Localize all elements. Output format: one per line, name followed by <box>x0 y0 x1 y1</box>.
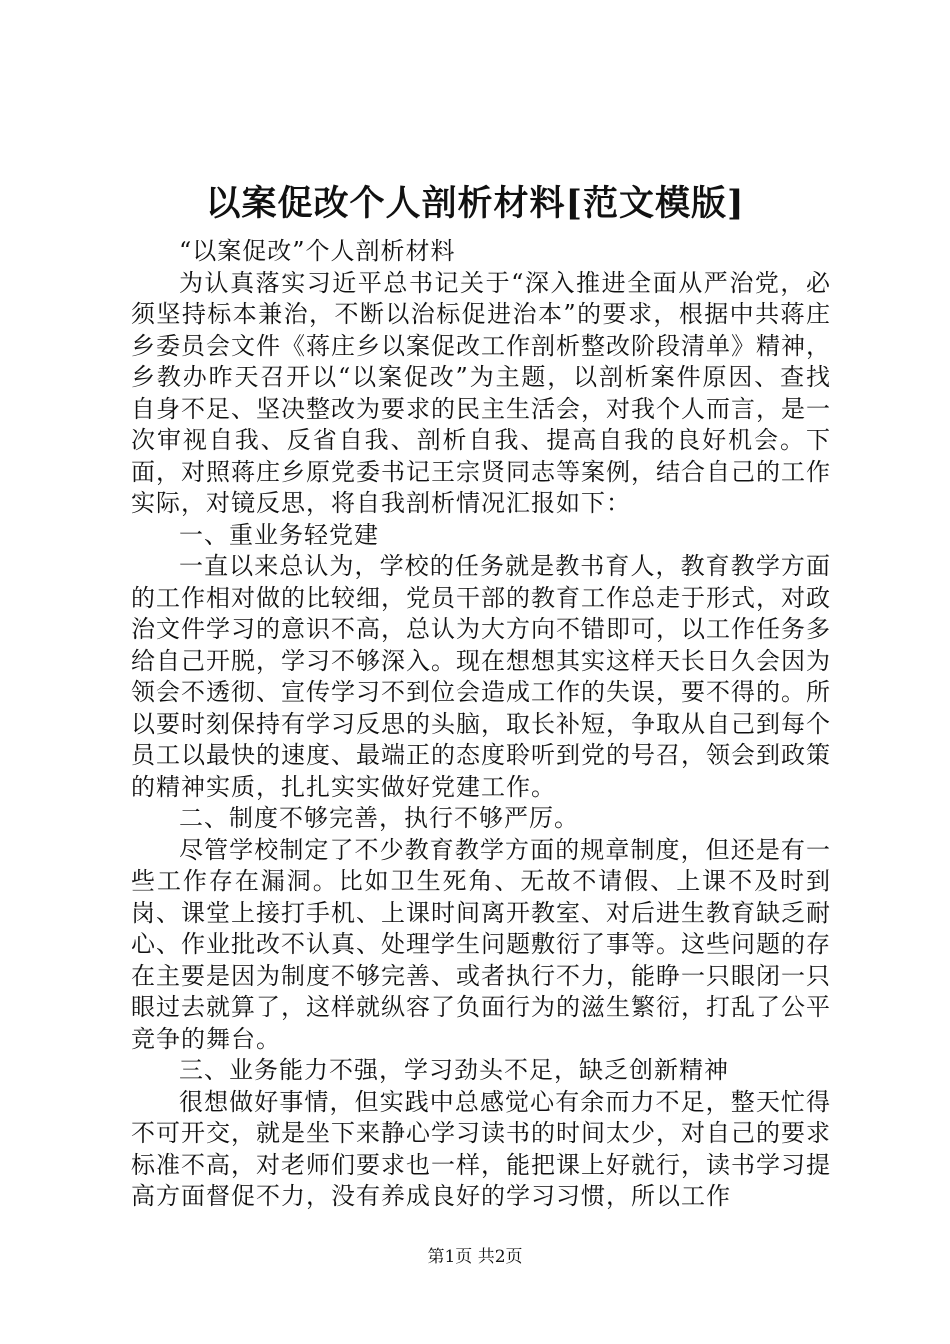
section-heading-1: 一、重业务轻党建 <box>179 520 379 549</box>
document-body <box>131 236 831 1213</box>
section-heading-2: 二、制度不够完善，执行不够严厉。 <box>179 804 579 832</box>
subtitle-paragraph: “以案促改”个人剖析材料 <box>179 237 456 265</box>
section-1-paragraph: 一直以来总认为，学校的任务就是教书育人，教育教学方面的工作相对做的比较细，党员干部的教育工作总走于形式，对政治文件学习的意识不高，总认为大方向不错即可，以工作任务多给自己开脱，学习不够深入。现在想想其实这样天长日久会因为领会不透彻、宣传学习不到位会造成工作的失误，要不得的。所以要时刻保持有学习反思的头脑，取长补短，争取从自己到每个员工以最快的速度、最端正的态度聆听到党的号召，领会到政策的精神实质，扎扎实实做好党建工作。 <box>131 552 831 801</box>
section-2-paragraph: 尽管学校制定了不少教育教学方面的规章制度，但还是有一些工作存在漏洞。比如卫生死角、无故不请假、上课不及时到岗、课堂上接打手机、上课时间离开教室、对后进生教育缺乏耐心、作业批改不认真、处理学生问题敷衍了事等。这些问题的存在主要是因为制度不够完善、或者执行不力，能睁一只眼闭一只眼过去就算了，这样就纵容了负面行为的滋生繁衍，打乱了公平竞争的舞台。 <box>131 835 831 1053</box>
section-heading-3: 三、业务能力不强，学习劲头不足，缺乏创新精神 <box>179 1056 729 1084</box>
page-number-footer: 第1页 共2页 <box>427 1247 523 1267</box>
section-3-paragraph: 很想做好事情，但实践中总感觉心有余而力不足，整天忙得不可开交，就是坐下来静心学习读书的时间太少，对自己的要求标准不高，对老师们要求也一样，能把课上好就行，读书学习提高方面督促不力，没有养成良好的学习习惯，所以工作 <box>131 1087 831 1210</box>
intro-paragraph: 为认真落实习近平总书记关于“深入推进全面从严治党，必须坚持标本兼治，不断以治标促进治本”的要求，根据中共蒋庄乡委员会文件《蒋庄乡以案促改工作剖析整改阶段清单》精神，乡教办昨天召开以“以案促改”为主题，以剖析案件原因、查找自身不足、坚决整改为要求的民主生活会，对我个人而言，是一次审视自我、反省自我、剖析自我、提高自我的良好机会。下面，对照蒋庄乡原党委书记王宗贤同志等案例，结合自己的工作实际，对镜反思，将自我剖析情况汇报如下： <box>131 268 831 517</box>
document-title: 以案促改个人剖析材料[范文模版] <box>205 183 745 224</box>
